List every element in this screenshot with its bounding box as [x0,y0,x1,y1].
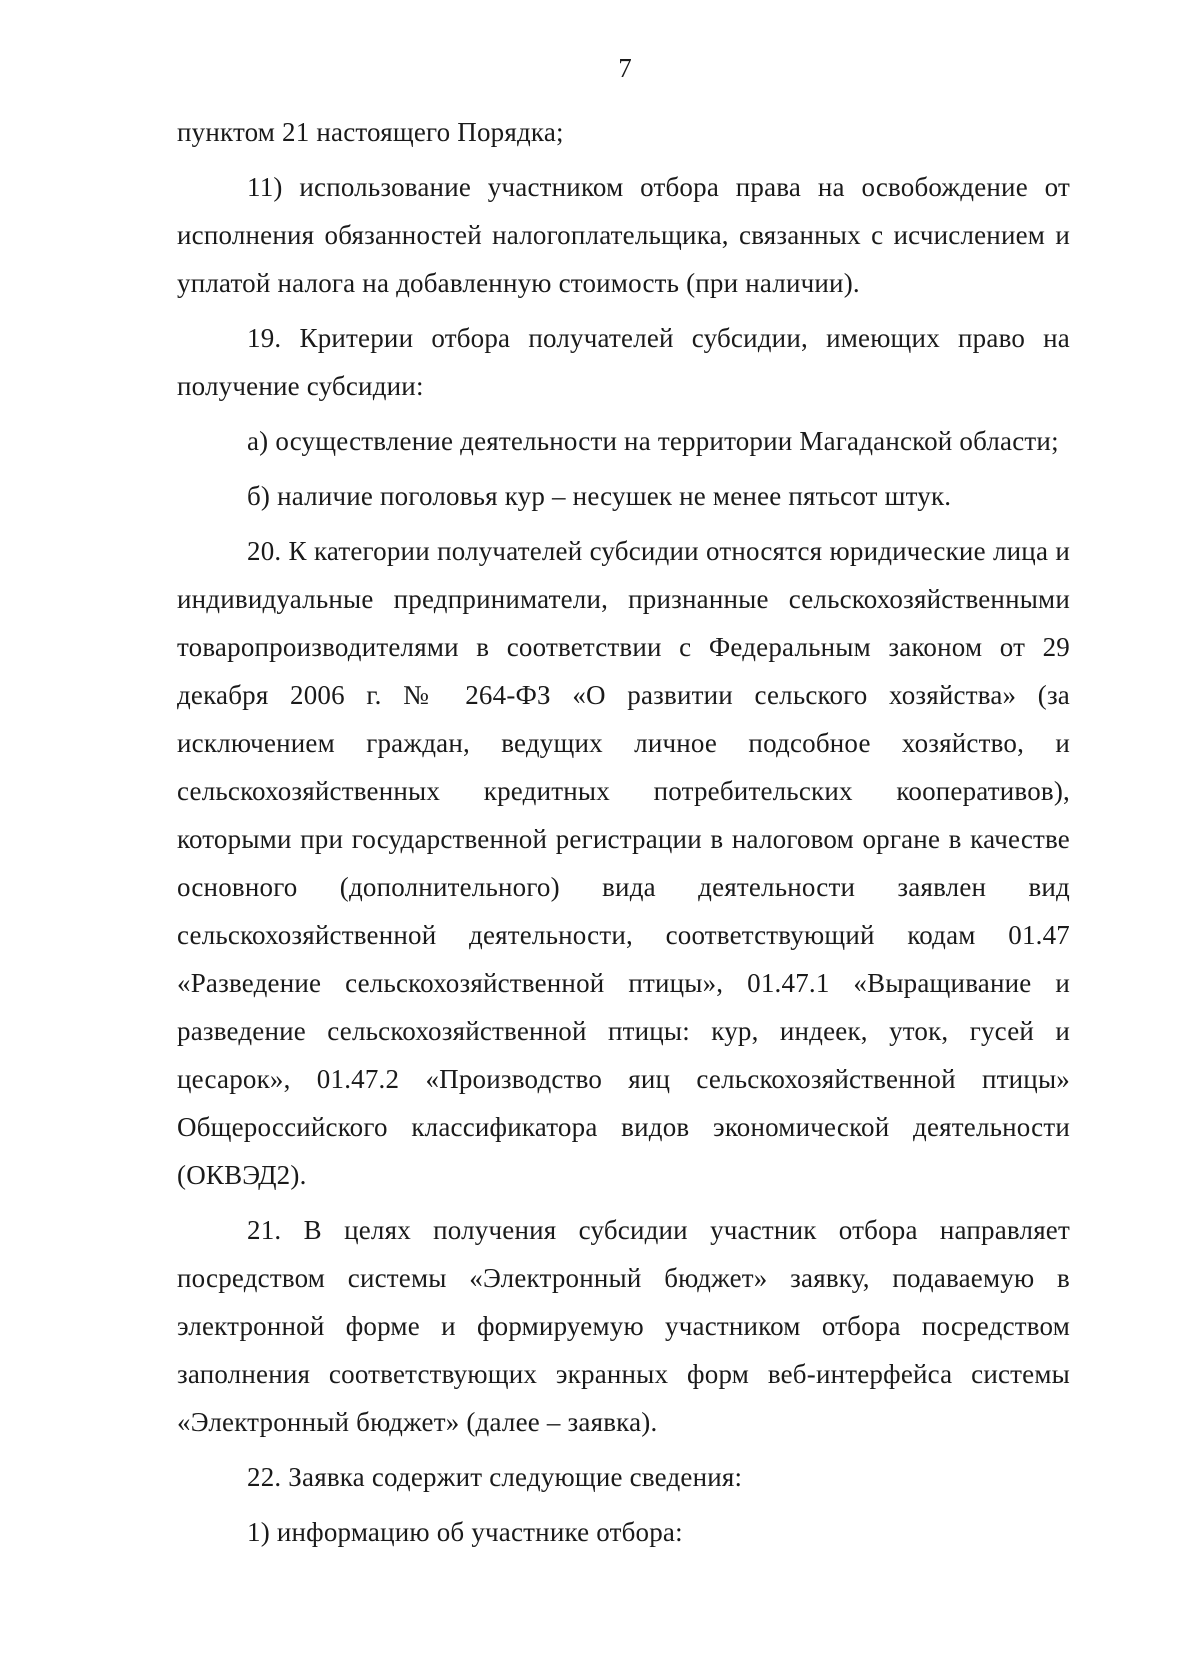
paragraph-21: 21. В целях получения субсидии участник отбора направляет посредством системы «Электронный бюджет» заявку, подаваемую в электронной форме и формируемую участником отбора посредством заполнения соответствующих экранных форм веб-интерфейса системы «Электронный бюджет» (далее – заявка). [177,1215,1070,1437]
paragraph-item-1: 1) информацию об участнике отбора: [247,1517,683,1547]
paragraph-item-b: б) наличие поголовья кур – несушек не менее пятьсот штук. [247,481,952,511]
paragraph-20: 20. К категории получателей субсидии относятся юридические лица и индивидуальные предприниматели, признанные сельскохозяйственными товаропроизводителями в соответствии с Федеральным законом от 29 декабря 2006 г. № 264-ФЗ «О развитии сельского хозяйства» (за исключением граждан, ведущих личное подсобное хозяйство, и сельскохозяйственных кредитных потребительских кооперативов), которыми при государственной регистрации в налоговом органе в качестве основного (дополнительного) вида деятельности заявлен вид сельскохозяйственной деятельности, соответствующий кодам 01.47 «Разведение сельскохозяйственной птицы», 01.47.1 «Выращивание и разведение сельскохозяйственной птицы: кур, индеек, уток, гусей и цесарок», 01.47.2 «Производство яиц сельскохозяйственной птицы» Общероссийского классификатора видов экономической деятельности (ОКВЭД2). [177,536,1070,1190]
paragraph-continuation: пунктом 21 настоящего Порядка; [177,117,564,147]
paragraph-19: 19. Критерии отбора получателей субсидии, имеющих право на получение субсидии: [177,323,1070,401]
paragraph-item-11: 11) использование участником отбора права на освобождение от исполнения обязанностей налогоплательщика, связанных с исчислением и уплатой налога на добавленную стоимость (при наличии). [177,172,1070,298]
page-number: 7 [618,53,632,83]
paragraph-22: 22. Заявка содержит следующие сведения: [247,1462,743,1492]
document-body [177,108,1070,1556]
paragraph-item-a: а) осуществление деятельности на территории Магаданской области; [247,426,1059,456]
